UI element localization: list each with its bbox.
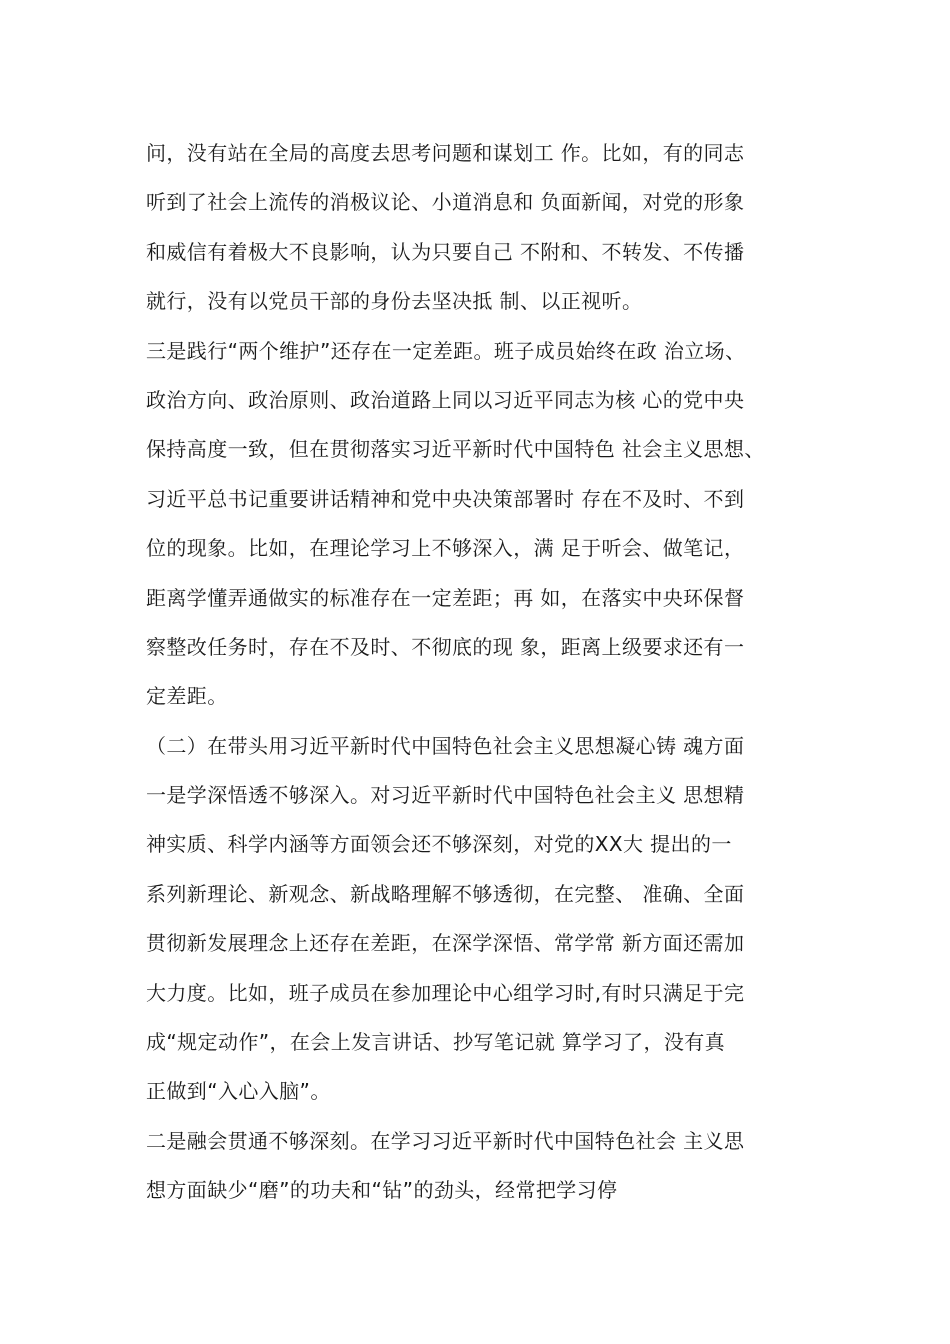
text-line: 问，没有站在全局的高度去思考问题和谋划工 作。比如，有的同志 bbox=[146, 141, 745, 165]
text-line: 正做到“入心入脑”。 bbox=[146, 1079, 331, 1104]
text-line: 察整改任务时，存在不及时、不彻底的现 象，距离上级要求还有一 bbox=[146, 634, 745, 659]
text-line: 听到了社会上流传的消极议论、小道消息和 负面新闻，对党的形象 bbox=[146, 190, 745, 215]
section-heading: （二）在带头用习近平新时代中国特色社会主义思想凝心铸 魂方面 bbox=[146, 733, 745, 758]
text-line: 神实质、科学内涵等方面领会还不够深刻，对党的XX大 提出的一 bbox=[146, 832, 732, 857]
text-line: 大力度。比如，班子成员在参加理论中心组学习时,有时只满足于完 bbox=[146, 980, 745, 1005]
text-line: 和威信有着极大不良影响，认为只要自己 不附和、不转发、不传播 bbox=[146, 239, 745, 264]
text-line: 政治方向、政治原则、政治道路上同以习近平同志为核 心的党中央 bbox=[146, 387, 745, 412]
text-line: 定差距。 bbox=[146, 684, 228, 709]
text-line: 贯彻新发展理念上还存在差距，在深学深悟、常学常 新方面还需加 bbox=[146, 931, 745, 956]
text-line: 一是学深悟透不够深入。对习近平新时代中国特色社会主义 思想精 bbox=[146, 783, 745, 808]
text-line: 距离学懂弄通做实的标准存在一定差距；再 如，在落实中央环保督 bbox=[146, 585, 745, 610]
text-line: 想方面缺少“磨”的功夫和“钻”的劲头，经常把学习停 bbox=[146, 1178, 618, 1203]
body-text bbox=[146, 133, 836, 1220]
text-line: 就行，没有以党员干部的身份去坚决抵 制、以正视听。 bbox=[146, 289, 643, 314]
text-line: 习近平总书记重要讲话精神和党中央决策部署时 存在不及时、不到 bbox=[146, 486, 745, 511]
text-line: 系列新理论、新观念、新战略理解不够透彻，在完整、 准确、全面 bbox=[146, 881, 745, 906]
text-line: 位的现象。比如，在理论学习上不够深入，满 足于听会、做笔记， bbox=[146, 536, 745, 561]
text-line: 成“规定动作”，在会上发言讲话、抄写笔记就 算学习了，没有真 bbox=[146, 1030, 726, 1055]
text-line: 三是践行“两个维护”还存在一定差距。班子成员始终在政 治立场、 bbox=[146, 338, 746, 363]
text-line: 二是融会贯通不够深刻。在学习习近平新时代中国特色社会 主义思 bbox=[146, 1128, 745, 1153]
text-line: 保持高度一致，但在贯彻落实习近平新时代中国特色 社会主义思想、 bbox=[146, 437, 765, 462]
